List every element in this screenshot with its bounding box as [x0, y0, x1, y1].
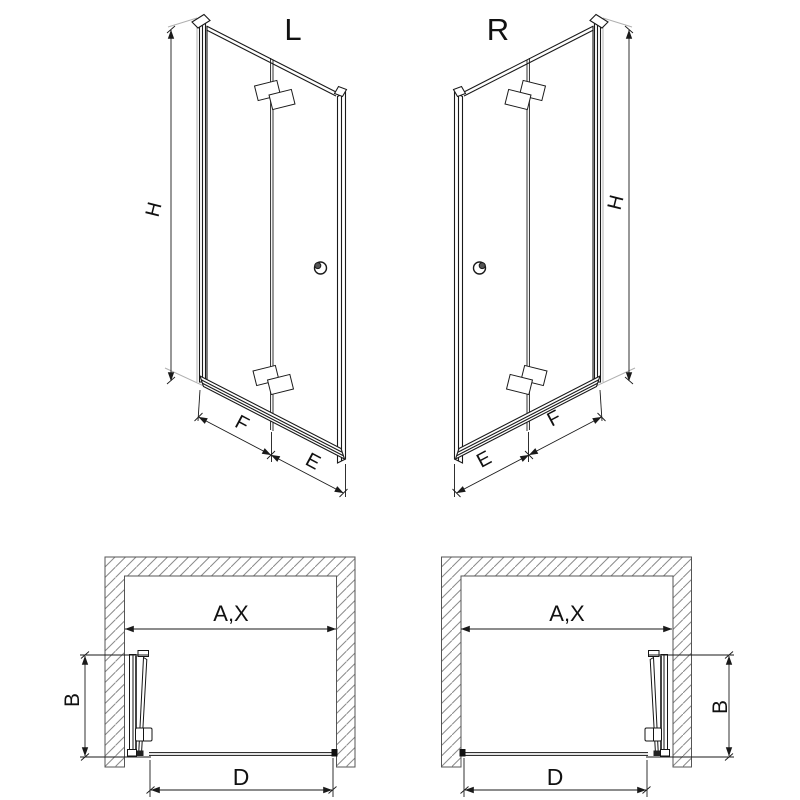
perspective-view-left [165, 15, 348, 498]
plan-door-right [460, 651, 670, 757]
dim-label-e-right: E [473, 446, 496, 473]
variant-label-right: R [486, 12, 510, 47]
dim-label-h-right: H [603, 192, 629, 213]
variant-label-left: L [284, 12, 302, 47]
dim-label-ax-right: A,X [549, 601, 585, 626]
perspective-view-right [453, 15, 636, 498]
dim-label-ax-left: A,X [213, 601, 249, 626]
plan-door-left [128, 651, 338, 757]
dim-label-e-left: E [301, 448, 324, 475]
dim-label-h-left: H [141, 199, 167, 220]
dim-label-b-right: B [709, 699, 732, 715]
dim-label-b-left: B [61, 692, 84, 708]
dim-label-f-right: F [543, 406, 565, 432]
dim-label-f-left: F [231, 411, 253, 437]
plan-right-dimension-lines [461, 629, 735, 797]
dim-label-d-right: D [546, 764, 564, 790]
dim-label-d-left: D [232, 764, 250, 790]
